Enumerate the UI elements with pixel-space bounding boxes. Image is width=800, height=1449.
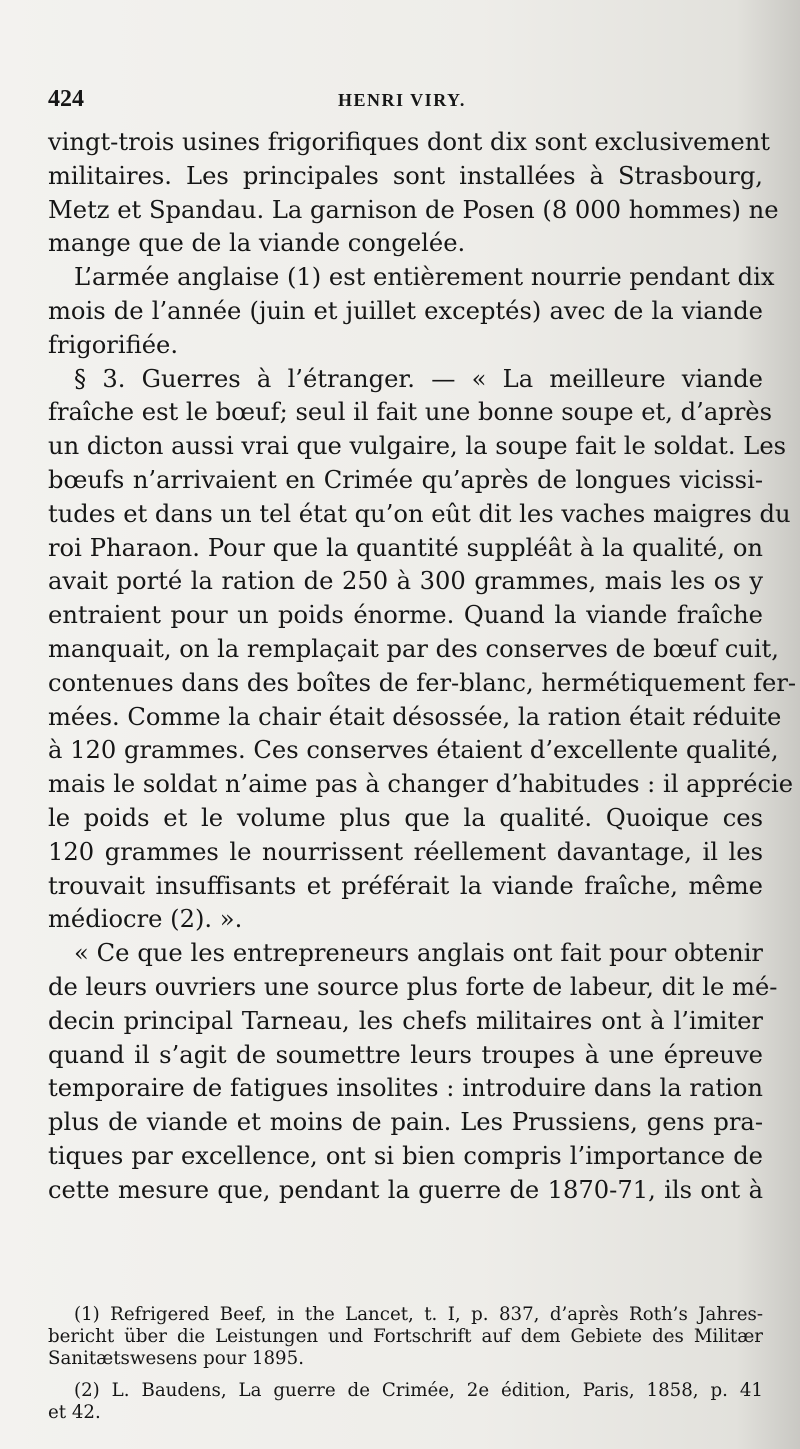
text-line: mées. Comme la chair était désossée, la ration était réduite — [48, 702, 782, 731]
text-line: entraient pour un poids énorme. Quand la viande fraîche — [48, 601, 763, 630]
text-line: contenues dans des boîtes de fer-blanc, hermétiquement fer- — [48, 668, 797, 697]
text-line: mais le soldat n’aime pas à changer d’habitudes : il apprécie — [48, 770, 794, 799]
text-line: à 120 grammes. Ces conserves étaient d’excellente qualité, — [48, 736, 779, 765]
text-line: quand il s’agit de soumettre leurs troupes à une épreuve — [48, 1040, 763, 1069]
footnote-line: Sanitætswesens pour 1895. — [48, 1348, 304, 1369]
text-line: 120 grammes le nourrissent réellement davantage, il les — [48, 837, 763, 866]
page-header — [48, 86, 763, 118]
text-line: cette mesure que, pendant la guerre de 1870-71, ils ont à — [48, 1175, 763, 1204]
text-line: vingt-trois usines frigorifiques dont dix sont exclusivement — [48, 128, 770, 156]
footnote-line: bericht über die Leistungen und Fortschrift auf dem Gebiete des Militær — [48, 1326, 763, 1347]
text-line: militaires. Les principales sont installées à Strasbourg, — [48, 161, 763, 190]
footnote-line: et 42. — [48, 1402, 101, 1423]
page-number: 424 — [48, 86, 84, 112]
text-line: decin principal Tarneau, les chefs militaires ont à l’imiter — [48, 1006, 763, 1035]
body-text — [48, 126, 797, 1208]
footnote-line: (1) Refrigered Beef, in the Lancet, t. I, p. 837, d’après Roth’s Jahres- — [74, 1304, 763, 1325]
text-line: trouvait insuffisants et préférait la viande fraîche, même — [48, 871, 763, 900]
text-line: fraîche est le bœuf; seul il fait une bonne soupe et, d’après — [48, 398, 773, 427]
text-line: roi Pharaon. Pour que la quantité suppléât à la qualité, on — [48, 533, 763, 562]
text-line: tiques par excellence, ont si bien compris l’importance de — [48, 1141, 763, 1170]
text-line: le poids et le volume plus que la qualité. Quoique ces — [48, 803, 763, 832]
text-line: frigorifiée. — [48, 330, 179, 359]
text-line: plus de viande et moins de pain. Les Prussiens, gens pra- — [48, 1108, 763, 1137]
text-line: temporaire de fatigues insolites : introduire dans la ration — [48, 1074, 763, 1103]
text-line: Metz et Spandau. La garnison de Posen (8 000 hommes) ne — [48, 195, 779, 224]
text-line: « Ce que les entrepreneurs anglais ont fait pour obtenir — [74, 939, 763, 968]
text-line: tudes et dans un tel état qu’on eût dit les vaches maigres du — [48, 499, 791, 528]
footnotes — [48, 1304, 763, 1424]
running-head: HENRI VIRY. — [338, 90, 466, 110]
text-line: mange que de la viande congelée. — [48, 229, 466, 258]
text-line: avait porté la ration de 250 à 300 grammes, mais les os y — [48, 567, 763, 596]
text-line: de leurs ouvriers une source plus forte de labeur, dit le mé- — [48, 972, 778, 1001]
text-line: un dicton aussi vrai que vulgaire, la soupe fait le soldat. Les — [48, 432, 787, 461]
text-line: mois de l’année (juin et juillet exceptés) avec de la viande — [48, 296, 763, 325]
text-line: § 3. Guerres à l’étranger. — « La meilleure viande — [74, 364, 763, 393]
text-line: L’armée anglaise (1) est entièrement nourrie pendant dix — [74, 263, 775, 292]
text-line: bœufs n’arrivaient en Crimée qu’après de longues vicissi- — [48, 465, 763, 494]
footnote-line: (2) L. Baudens, La guerre de Crimée, 2e édition, Paris, 1858, p. 41 — [74, 1380, 763, 1401]
text-line: médiocre (2). ». — [48, 905, 243, 934]
text-line: manquait, on la remplaçait par des conserves de bœuf cuit, — [48, 634, 779, 663]
